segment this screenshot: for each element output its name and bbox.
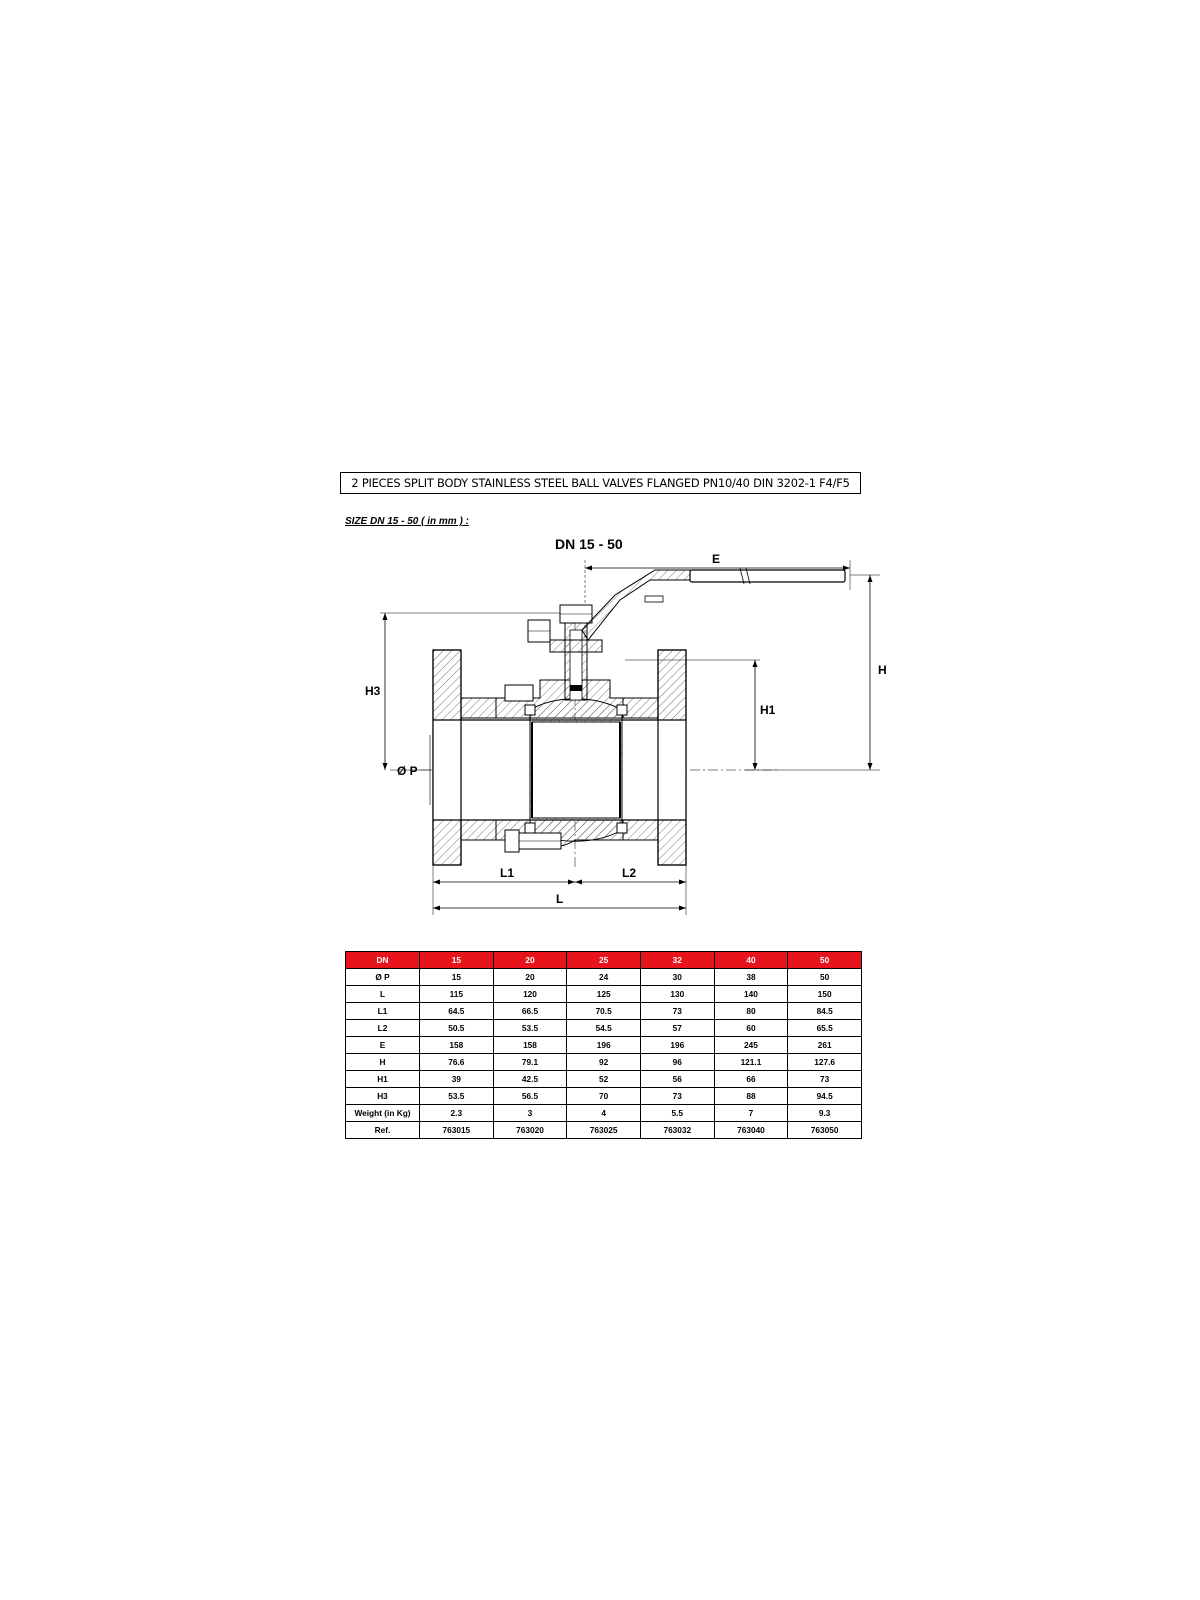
dim-label-p: Ø P — [397, 764, 418, 778]
table-cell: 196 — [567, 1037, 641, 1054]
drawing-heading: DN 15 - 50 — [555, 536, 623, 552]
table-cell: 245 — [714, 1037, 788, 1054]
document-title: 2 PIECES SPLIT BODY STAINLESS STEEL BALL VALVES FLANGED PN10/40 DIN 3202-1 F4/F5 — [340, 472, 861, 494]
table-cell: 50.5 — [420, 1020, 494, 1037]
table-cell: 73 — [640, 1003, 714, 1020]
table-cell: 140 — [714, 986, 788, 1003]
table-cell: 9.3 — [788, 1105, 862, 1122]
dim-label-h: H — [878, 663, 887, 677]
table-cell: 15 — [420, 969, 494, 986]
table-row — [346, 1037, 862, 1054]
table-cell: 763032 — [640, 1122, 714, 1139]
table-header-cell: 32 — [640, 952, 714, 969]
table-cell: 65.5 — [788, 1020, 862, 1037]
table-cell: 80 — [714, 1003, 788, 1020]
table-cell: 115 — [420, 986, 494, 1003]
table-cell: 196 — [640, 1037, 714, 1054]
table-cell: 39 — [420, 1071, 494, 1088]
table-cell: 50 — [788, 969, 862, 986]
table-cell: 73 — [640, 1088, 714, 1105]
table-cell: 79.1 — [493, 1054, 567, 1071]
table-row — [346, 1105, 862, 1122]
size-label: SIZE DN 15 - 50 ( in mm ) : — [345, 516, 469, 527]
table-row-label: Weight (in Kg) — [346, 1105, 420, 1122]
table-cell: 120 — [493, 986, 567, 1003]
valve-drawing — [360, 530, 900, 940]
table-header-cell: 15 — [420, 952, 494, 969]
table-cell: 76.6 — [420, 1054, 494, 1071]
table-cell: 125 — [567, 986, 641, 1003]
table-cell: 150 — [788, 986, 862, 1003]
dimension-table — [345, 951, 862, 1139]
table-cell: 763015 — [420, 1122, 494, 1139]
table-cell: 42.5 — [493, 1071, 567, 1088]
table-row — [346, 969, 862, 986]
table-header-cell: 40 — [714, 952, 788, 969]
table-cell: 24 — [567, 969, 641, 986]
table-cell: 3 — [493, 1105, 567, 1122]
table-cell: 763040 — [714, 1122, 788, 1139]
table-cell: 66 — [714, 1071, 788, 1088]
table-row-label: E — [346, 1037, 420, 1054]
table-cell: 54.5 — [567, 1020, 641, 1037]
table-cell: 84.5 — [788, 1003, 862, 1020]
table-cell: 121.1 — [714, 1054, 788, 1071]
table-header-cell: 20 — [493, 952, 567, 969]
table-header-cell: 50 — [788, 952, 862, 969]
table-row-label: H1 — [346, 1071, 420, 1088]
table-row — [346, 1071, 862, 1088]
table-cell: 763020 — [493, 1122, 567, 1139]
table-cell: 66.5 — [493, 1003, 567, 1020]
table-row-label: L1 — [346, 1003, 420, 1020]
table-cell: 70 — [567, 1088, 641, 1105]
table-row — [346, 986, 862, 1003]
table-cell: 56.5 — [493, 1088, 567, 1105]
table-cell: 52 — [567, 1071, 641, 1088]
table-cell: 70.5 — [567, 1003, 641, 1020]
table-cell: 4 — [567, 1105, 641, 1122]
dim-label-h1: H1 — [760, 703, 776, 717]
table-cell: 96 — [640, 1054, 714, 1071]
table-cell: 73 — [788, 1071, 862, 1088]
table-row-label: Ø P — [346, 969, 420, 986]
table-cell: 261 — [788, 1037, 862, 1054]
table-cell: 130 — [640, 986, 714, 1003]
table-row — [346, 1020, 862, 1037]
table-cell: 2.3 — [420, 1105, 494, 1122]
table-row-label: H — [346, 1054, 420, 1071]
table-row-label: Ref. — [346, 1122, 420, 1139]
table-row — [346, 1003, 862, 1020]
dim-label-l2: L2 — [622, 866, 637, 880]
table-cell: 92 — [567, 1054, 641, 1071]
table-cell: 5.5 — [640, 1105, 714, 1122]
table-cell: 158 — [493, 1037, 567, 1054]
table-cell: 20 — [493, 969, 567, 986]
dim-label-h3: H3 — [365, 684, 381, 698]
table-cell: 64.5 — [420, 1003, 494, 1020]
table-cell: 158 — [420, 1037, 494, 1054]
table-cell: 60 — [714, 1020, 788, 1037]
table-row-label: L — [346, 986, 420, 1003]
table-cell: 94.5 — [788, 1088, 862, 1105]
dim-label-e: E — [712, 552, 721, 566]
table-cell: 763025 — [567, 1122, 641, 1139]
dim-label-l: L — [556, 892, 564, 906]
table-header-row — [346, 952, 862, 969]
table-cell: 763050 — [788, 1122, 862, 1139]
dim-label-l1: L1 — [500, 866, 515, 880]
table-cell: 53.5 — [493, 1020, 567, 1037]
table-header-cell: DN — [346, 952, 420, 969]
table-cell: 30 — [640, 969, 714, 986]
table-cell: 88 — [714, 1088, 788, 1105]
table-cell: 57 — [640, 1020, 714, 1037]
table-cell: 7 — [714, 1105, 788, 1122]
table-cell: 56 — [640, 1071, 714, 1088]
table-cell: 38 — [714, 969, 788, 986]
table-cell: 53.5 — [420, 1088, 494, 1105]
table-cell: 127.6 — [788, 1054, 862, 1071]
table-row — [346, 1054, 862, 1071]
table-row-label: L2 — [346, 1020, 420, 1037]
table-row — [346, 1088, 862, 1105]
table-row — [346, 1122, 862, 1139]
table-header-cell: 25 — [567, 952, 641, 969]
table-row-label: H3 — [346, 1088, 420, 1105]
